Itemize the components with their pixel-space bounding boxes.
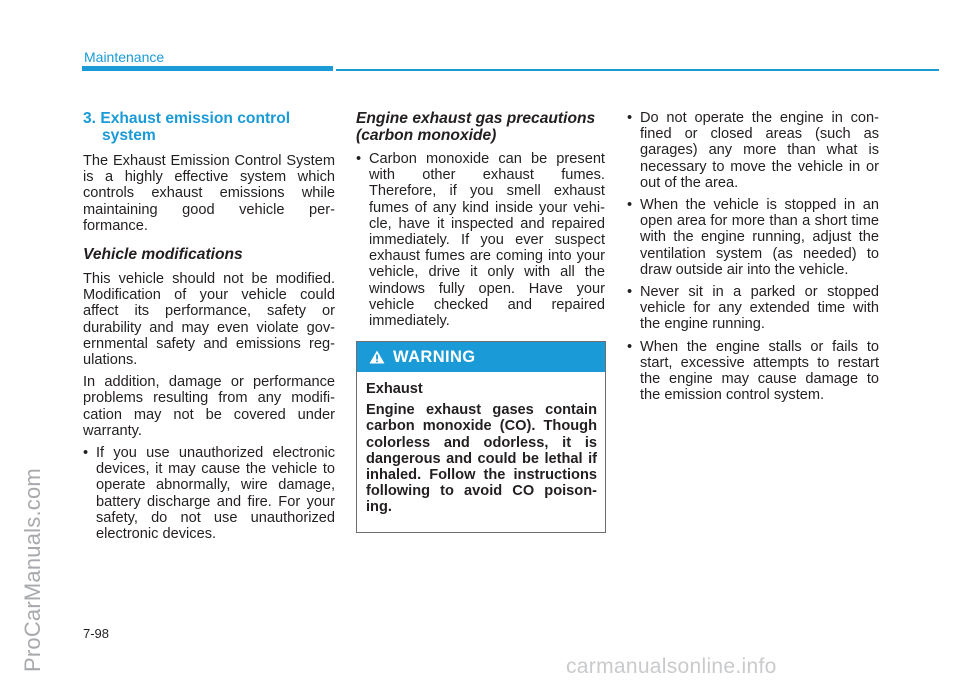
column-middle bbox=[356, 110, 605, 329]
bullet-dot-icon: • bbox=[627, 284, 633, 301]
bullet-dot-icon: • bbox=[83, 445, 89, 462]
header-rule-thick bbox=[82, 66, 333, 71]
watermark-carmanualsonline: carmanualsonline.info bbox=[566, 655, 777, 678]
list-item: • If you use unauthorized electronic devices, it may cause the vehicle to operate abnormally, wire damage, battery discharge and fire. For your safety, do not use unauthorized electronic devices. bbox=[83, 445, 335, 543]
modifications-paragraph: This vehicle should not be modified. Modification of your vehicle could affect its performance, safety or durability and may even violate gov-ernmental safety and emissions reg-ulations. bbox=[83, 271, 335, 369]
page-number: 7-98 bbox=[83, 626, 110, 641]
bullet-dot-icon: • bbox=[627, 197, 633, 214]
bullet-dot-icon: • bbox=[356, 151, 362, 167]
section-heading-line1: 3. Exhaust emission control bbox=[83, 110, 291, 127]
intro-paragraph: The Exhaust Emission Control System is a highly effective system which controls exhaust emissions while maintaining good vehicle per-formance. bbox=[83, 153, 335, 234]
subheading-exhaust-precautions bbox=[356, 110, 605, 144]
subheading-line2: (carbon monoxide) bbox=[356, 127, 497, 144]
electronic-devices-list bbox=[83, 445, 335, 542]
bullet-dot-icon: • bbox=[627, 338, 633, 355]
watermark-procarmanuals: ProCarManuals.com bbox=[20, 468, 45, 672]
list-item: • Carbon monoxide can be present with other exhaust fumes. Therefore, if you smell exhaust fumes of any kind inside your vehi-cle, have it inspected and repaired immediately. If you ever suspect exhaust fumes are coming into your vehicle, drive it only with all the windows fully open. Have your vehicle checked and repaired immediately. bbox=[356, 151, 605, 330]
warning-title: Exhaust bbox=[366, 381, 423, 397]
warning-label: WARNING bbox=[393, 347, 476, 366]
carbon-monoxide-list bbox=[356, 151, 605, 329]
warning-header bbox=[357, 342, 605, 372]
bullet-dot-icon: • bbox=[627, 110, 633, 126]
subheading-vehicle-modifications: Vehicle modifications bbox=[83, 246, 243, 264]
warning-box bbox=[356, 341, 606, 533]
header-rule-thin bbox=[336, 69, 939, 71]
section-heading bbox=[83, 110, 335, 144]
section-label: Maintenance bbox=[84, 49, 165, 65]
warning-text: Engine exhaust gases contain carbon monoxide (CO). Though colorless and odorless, it is dangerous and could be lethal if inhaled. Follow the instructions following to avoid CO poison-ing. bbox=[366, 402, 597, 516]
warranty-paragraph: In addition, damage or performance problems resulting from any modifi-cation may not be covered under warranty. bbox=[83, 374, 335, 439]
list-item: • Never sit in a parked or stopped vehicle for any extended time with the engine running. bbox=[627, 284, 879, 333]
column-left bbox=[83, 110, 335, 542]
list-item: • When the engine stalls or fails to start, excessive attempts to restart the engine may cause damage to the emission control system. bbox=[627, 338, 879, 404]
engine-safety-list bbox=[627, 110, 879, 403]
list-item: • Do not operate the engine in con-fined or closed areas (such as garages) any more than what is necessary to move the vehicle in or out of the area. bbox=[627, 110, 879, 191]
subheading-line1: Engine exhaust gas precautions bbox=[356, 110, 596, 127]
warning-body bbox=[357, 372, 605, 516]
list-item: • When the vehicle is stopped in an open area for more than a short time with the engine running, adjust the ventilation system (as needed) to draw outside air into the vehicle. bbox=[627, 197, 879, 278]
warning-triangle-icon bbox=[369, 350, 385, 364]
column-right bbox=[627, 110, 879, 409]
section-heading-line2: system bbox=[102, 127, 156, 144]
